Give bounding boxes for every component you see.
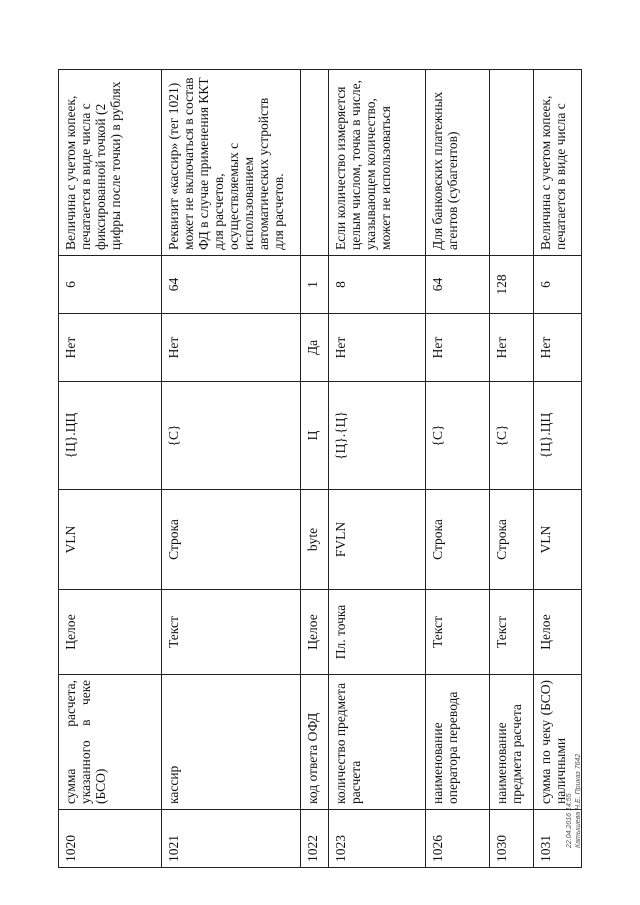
table-row: [490, 70, 533, 868]
stamp-date: 22.04.2016 14:55: [566, 793, 573, 848]
table-row: [329, 70, 426, 868]
name-cell: сумма по чеку (БСО) наличными: [533, 675, 581, 810]
tag-cell: 1020: [59, 810, 162, 868]
tag-cell: 1022: [301, 810, 329, 868]
name-cell: кассир: [162, 675, 301, 810]
length-cell: 6: [59, 256, 162, 314]
fixed-cell: Нет: [533, 314, 581, 382]
template-cell: {Ц}.{Ц}: [329, 382, 426, 490]
note-cell: Реквизит «кассир» (тег 1021) может не включаться в состав ФД в случае применения ККТ для расчетов, осуществляемых с использованием автоматических устройств для расчетов.: [162, 70, 301, 256]
name-cell: наименование предмета расчета: [490, 675, 533, 810]
format-cell: VLN: [533, 490, 581, 590]
tag-cell: 1031: [533, 810, 581, 868]
template-cell: Ц: [301, 382, 329, 490]
length-cell: 64: [425, 256, 490, 314]
note-cell: Для банковских платежных агентов (субагентов): [425, 70, 490, 256]
fixed-cell: Нет: [425, 314, 490, 382]
note-cell: Величина с учетом копеек, печатается в виде числа с: [533, 70, 581, 256]
length-cell: 6: [533, 256, 581, 314]
name-cell: количество предмета расчета: [329, 675, 426, 810]
fixed-cell: Нет: [329, 314, 426, 382]
format-cell: VLN: [59, 490, 162, 590]
fixed-cell: Да: [301, 314, 329, 382]
name-cell: наименование оператора перевода: [425, 675, 490, 810]
template-cell: {Ц}.ЦЦ: [59, 382, 162, 490]
fixed-cell: Нет: [59, 314, 162, 382]
template-cell: {С}: [425, 382, 490, 490]
length-cell: 128: [490, 256, 533, 314]
length-cell: 64: [162, 256, 301, 314]
type-cell: Пл. точка: [329, 590, 426, 675]
format-cell: FVLN: [329, 490, 426, 590]
format-cell: Строка: [425, 490, 490, 590]
format-cell: Строка: [162, 490, 301, 590]
type-cell: Текст: [425, 590, 490, 675]
table-row: [162, 70, 301, 868]
format-cell: byte: [301, 490, 329, 590]
fixed-cell: Нет: [162, 314, 301, 382]
signature-stamp: [565, 528, 583, 848]
table-row: [301, 70, 329, 868]
name-cell: сумма расчета, указанного в чеке (БСО): [59, 675, 162, 810]
template-cell: {Ц}.ЦЦ: [533, 382, 581, 490]
format-cell: Строка: [490, 490, 533, 590]
type-cell: Текст: [162, 590, 301, 675]
note-cell: [490, 70, 533, 256]
length-cell: 8: [329, 256, 426, 314]
note-cell: [301, 70, 329, 256]
tag-cell: 1026: [425, 810, 490, 868]
type-cell: Целое: [301, 590, 329, 675]
table-row: [425, 70, 490, 868]
note-cell: Если количество измеряется целым числом, точка в числе, указывающем количество, может не использоваться: [329, 70, 426, 256]
type-cell: Текст: [490, 590, 533, 675]
note-cell: Величина с учетом копеек, печатается в виде числа с фиксированной точкой (2 цифры после точки) в рублях: [59, 70, 162, 256]
template-cell: {С}: [162, 382, 301, 490]
table-row: [59, 70, 162, 868]
type-cell: Целое: [59, 590, 162, 675]
name-cell: код ответа ОФД: [301, 675, 329, 810]
fixed-cell: Нет: [490, 314, 533, 382]
template-cell: {С}: [490, 382, 533, 490]
requisites-table: [58, 69, 582, 868]
tag-cell: 1030: [490, 810, 533, 868]
tag-cell: 1023: [329, 810, 426, 868]
stamp-author: Катышева Н.Е. Приказ 7642: [575, 753, 582, 848]
rotated-page: [58, 70, 582, 868]
type-cell: Целое: [533, 590, 581, 675]
tag-cell: 1021: [162, 810, 301, 868]
length-cell: 1: [301, 256, 329, 314]
